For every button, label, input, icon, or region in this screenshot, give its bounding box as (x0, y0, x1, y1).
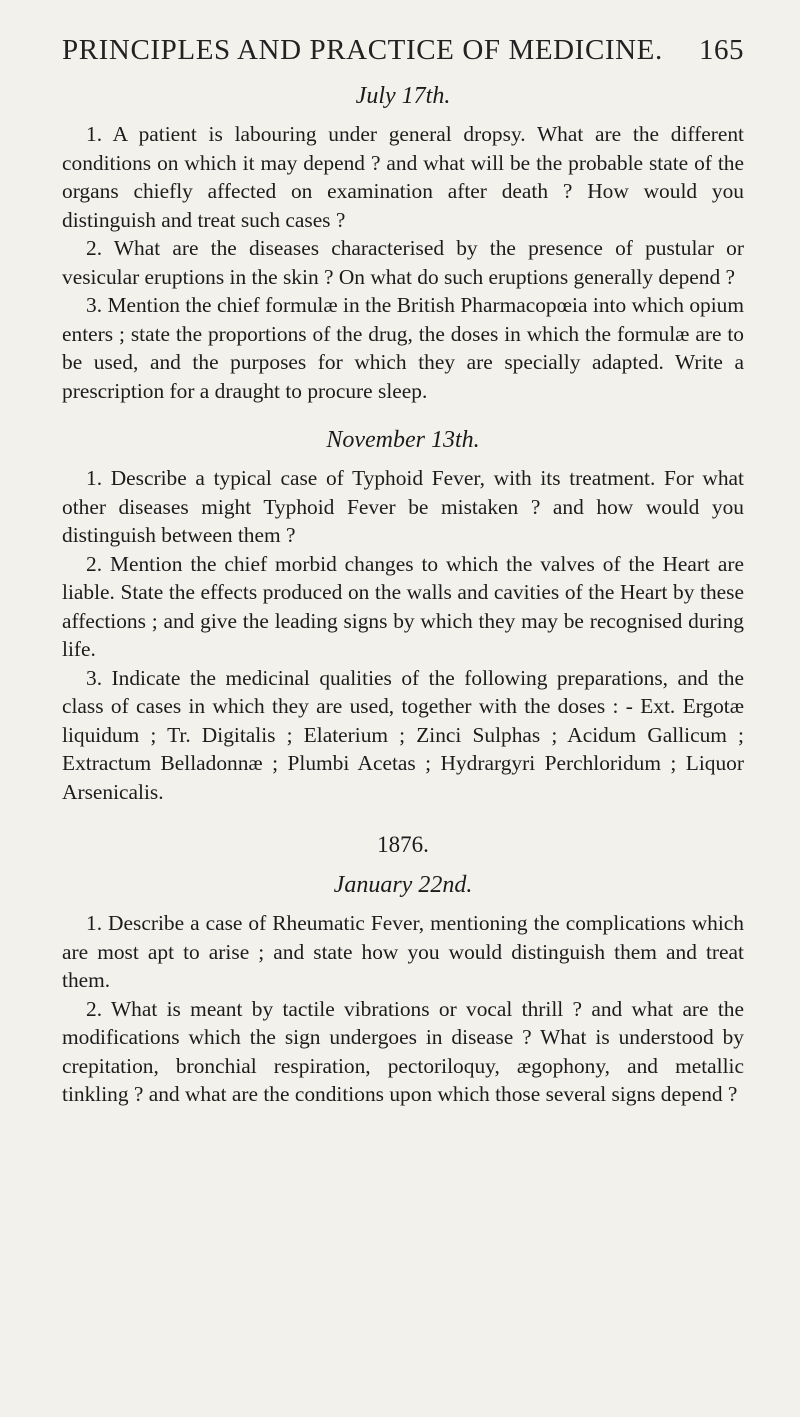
question: 2. What are the diseases characterised by the presence of pustular or vesicular eruptions in the skin ? On what do such eruptions generally depend ? (62, 236, 744, 289)
question: 3. Mention the chief formulæ in the British Pharmacopœia into which opium enters ; state the proportions of the drug, the doses in which the formulæ are to be used, and the purposes for which they are specially adapted. Write a prescription for a draught to procure sleep. (62, 293, 744, 403)
question: 2. Mention the chief morbid changes to which the valves of the Heart are liable. State the effects produced on the walls and cavities of the Heart by these affections ; and give the leading signs by which they may be recognised during life. (62, 551, 744, 661)
exam-section-november (62, 427, 744, 806)
running-head (62, 0, 744, 67)
year-heading: 1876. (377, 832, 429, 857)
page-number: 165 (699, 34, 744, 66)
exam-section-january (62, 872, 744, 1109)
running-title: PRINCIPLES AND PRACTICE OF MEDICINE. (62, 34, 663, 66)
question: 1. A patient is labouring under general dropsy. What are the different conditions on which it may depend ? and what will be the probable state of the organs chiefly affected on examination after death ? How would you distinguish and treat such cases ? (62, 122, 744, 232)
section-heading: November 13th. (326, 427, 480, 453)
section-heading: January 22nd. (333, 872, 473, 898)
question: 3. Indicate the medicinal qualities of the following preparations, and the class of cases in which they are used, together with the doses : - Ext. Ergotæ liquidum ; Tr. Digitalis ; Elaterium ; Zinci Sulphas ; Acidum Gallicum ; Extractum Belladonnæ ; Plumbi Acetas ; Hydrargyri Perchloridum ; Liquor Arsenicalis. (62, 665, 744, 804)
section-heading: July 17th. (355, 83, 451, 109)
exam-section-july (62, 83, 744, 405)
question: 1. Describe a typical case of Typhoid Fever, with its treatment. For what other diseases might Typhoid Fever be mistaken ? and how would you distinguish between them ? (62, 466, 744, 547)
question: 2. What is meant by tactile vibrations or vocal thrill ? and what are the modifications which the sign undergoes in disease ? What is understood by crepitation, bronchial respiration, pectoriloquy, ægophony, and metallic tinkling ? and what are the conditions upon which those several signs depend ? (62, 996, 744, 1106)
question: 1. Describe a case of Rheumatic Fever, mentioning the complications which are most apt to arise ; and state how you would distinguish them and treat them. (62, 911, 744, 992)
